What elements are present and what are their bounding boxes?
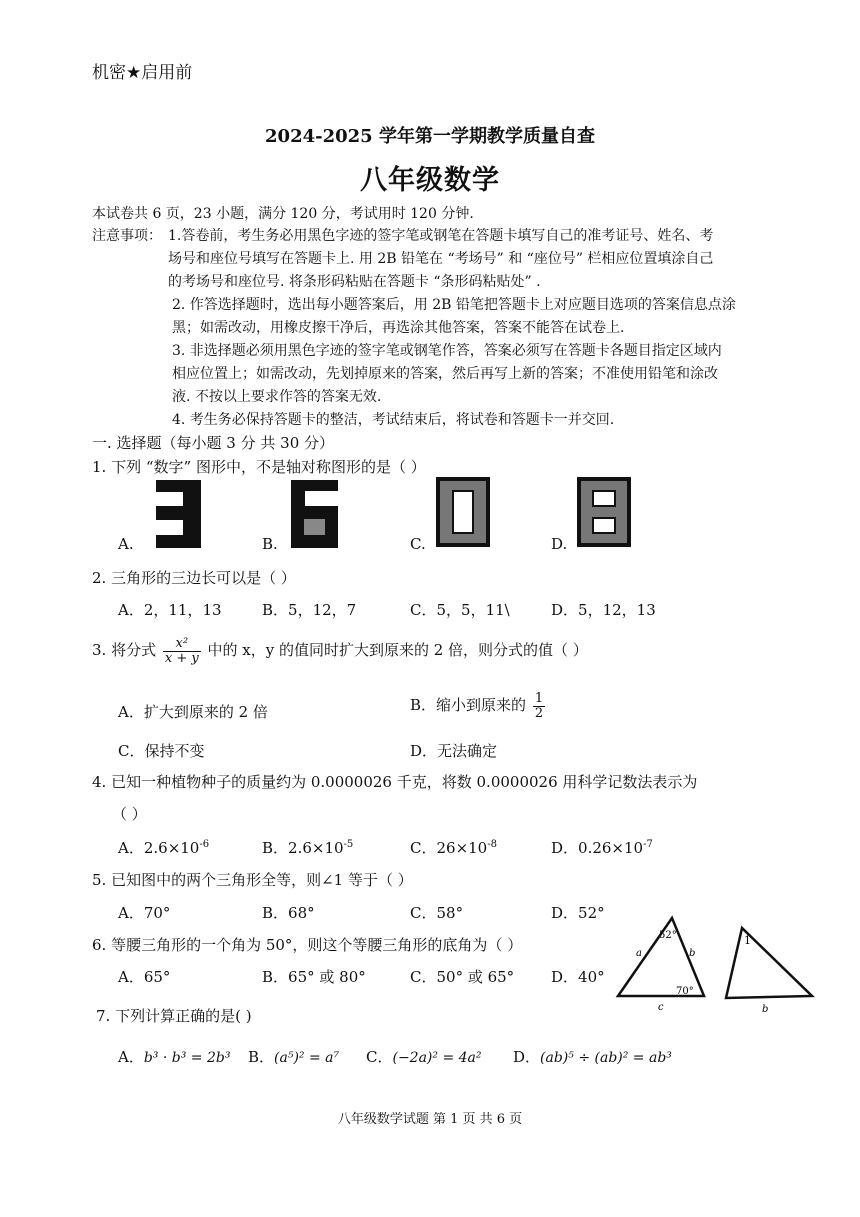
q4-option-c	[410, 837, 497, 858]
section-title: 一. 选择题（每小题 3 分 共 30 分）	[92, 434, 335, 452]
option-text: A．2.6×10	[118, 839, 200, 857]
q7-option-c	[366, 1046, 482, 1067]
q1-option-d-label: D.	[551, 535, 568, 553]
q3-option-b-fraction	[533, 692, 545, 720]
option-label: C．	[366, 1048, 393, 1066]
tri2-side-b: b	[762, 1004, 769, 1015]
q4-paren: （ ）	[112, 805, 147, 823]
congruent-triangles-figure	[612, 912, 822, 1016]
q4-option-d	[551, 837, 653, 858]
exam-title: 2024-2025 学年第一学期教学质量自查	[265, 126, 595, 147]
q2-option-c: C．5，5，11\	[410, 601, 510, 619]
digit-3-figure	[156, 480, 201, 548]
exponent: -5	[343, 839, 354, 850]
question-3-stem	[92, 637, 588, 665]
q3-option-b	[410, 692, 547, 720]
q5-option-b: B．68°	[262, 904, 315, 922]
tri1-side-b: b	[689, 948, 696, 959]
q2-option-b: B．5，12，7	[262, 601, 357, 619]
fraction-numerator: 1	[534, 691, 544, 706]
exponent: -8	[487, 839, 497, 850]
q7-option-d	[513, 1046, 672, 1067]
tri1-side-a: a	[636, 948, 642, 959]
note-line: 4. 考生务必保持答题卡的整洁，考试结束后，将试卷和答题卡一并交回.	[172, 412, 615, 428]
option-expression: b³ · b³ = 2b³	[143, 1050, 231, 1066]
tri2-angle-1: 1	[744, 934, 751, 947]
q3-option-a: A．扩大到原来的 2 倍	[118, 703, 268, 721]
q3-fraction	[163, 637, 201, 665]
q1-option-a-label: A.	[118, 535, 134, 553]
note-line: 的考场号和座位号. 将条形码粘贴在答题卡 “条形码粘贴处” .	[168, 274, 541, 290]
digit-6-figure	[291, 480, 338, 548]
q5-option-d: D．52°	[551, 904, 605, 922]
q5-option-c: C．58°	[410, 904, 464, 922]
q3-option-b-text: B．缩小到原来的	[410, 696, 527, 715]
q1-option-c-label: C.	[410, 535, 426, 553]
q6-option-b: B．65° 或 80°	[262, 968, 366, 986]
q2-option-d: D．5，12，13	[551, 601, 656, 619]
note-line: 场号和座位号填写在答题卡上. 用 2B 铅笔在 “考场号” 和 “座位号” 栏相应位置填涂自己	[168, 251, 714, 267]
q6-option-c: C．50° 或 65°	[410, 968, 515, 986]
note-line: 1.答卷前，考生务必用黑色字迹的签字笔或钢笔在答题卡填写自己的准考证号、姓名、考	[168, 228, 714, 244]
question-7-stem: 7. 下列计算正确的是( )	[96, 1007, 252, 1025]
confidential-mark: 机密★启用前	[92, 63, 193, 83]
subject-title: 八年级数学	[360, 165, 500, 196]
tri1-side-c: c	[658, 1002, 664, 1013]
q6-option-d: D．40°	[551, 968, 605, 986]
q4-option-a	[118, 837, 209, 858]
option-expression: (ab)⁵ ÷ (ab)² = ab³	[540, 1050, 672, 1066]
question-6-stem: 6. 等腰三角形的一个角为 50°，则这个等腰三角形的底角为（ ）	[92, 936, 523, 954]
option-expression: (a⁵)² = a⁷	[274, 1050, 340, 1066]
page-footer: 八年级数学试题 第 1 页 共 6 页	[337, 1112, 523, 1127]
note-line: 黑；如需改动，用橡皮擦干净后，再选涂其他答案，答案不能答在试卷上.	[172, 320, 625, 336]
q5-option-a: A．70°	[118, 904, 171, 922]
q1-option-b-label: B.	[262, 535, 278, 553]
tri1-angle-top: 52°	[659, 930, 677, 941]
triangle-2	[726, 928, 812, 998]
q3-stem-after: 中的 x，y 的值同时扩大到原来的 2 倍，则分式的值（ ）	[207, 641, 588, 660]
question-1-stem: 1. 下列 “数字” 图形中，不是轴对称图形的是（ ）	[92, 458, 426, 476]
option-label: B．	[248, 1048, 275, 1066]
option-text: C．26×10	[410, 839, 488, 857]
q3-option-d: D．无法确定	[410, 742, 498, 760]
question-5-stem: 5. 已知图中的两个三角形全等，则∠1 等于（ ）	[92, 871, 413, 889]
note-line: 相应位置上；如需改动，先划掉原来的答案，然后再写上新的答案；不准使用铅笔和涂改	[172, 366, 718, 382]
q3-fraction-numerator: x²	[163, 637, 201, 652]
note-line: 2. 作答选择题时，选出每小题答案后，用 2B 铅笔把答题卡上对应题目选项的答案信息点涂	[172, 297, 736, 313]
tri1-angle-right: 70°	[676, 986, 694, 997]
exponent: -6	[199, 839, 210, 850]
option-label: D．	[513, 1048, 541, 1066]
q2-option-a: A．2，11，13	[118, 601, 222, 619]
option-text: B．2.6×10	[262, 839, 344, 857]
notes-label: 注意事项：	[92, 228, 162, 244]
q3-option-c: C．保持不变	[118, 742, 205, 760]
option-text: D．0.26×10	[551, 839, 644, 857]
fraction-denominator: 2	[534, 705, 544, 721]
exam-info: 本试卷共 6 页，23 小题，满分 120 分，考试用时 120 分钟.	[92, 206, 474, 222]
option-label: A．	[118, 1048, 144, 1066]
question-2-stem: 2. 三角形的三边长可以是（ ）	[92, 569, 296, 587]
option-expression: (−2a)² = 4a²	[392, 1050, 482, 1066]
q7-option-b	[248, 1046, 339, 1067]
note-line: 液. 不按以上要求作答的答案无效.	[172, 389, 382, 405]
q7-option-a	[118, 1046, 230, 1067]
q3-stem-before: 3. 将分式	[92, 641, 157, 660]
question-4-stem: 4. 已知一种植物种子的质量约为 0.0000026 千克，将数 0.0000026 用科学记数法表示为	[92, 773, 698, 791]
note-line: 3. 非选择题必须用黑色字迹的签字笔或钢笔作答，答案必须写在答题卡各题目指定区域内	[172, 343, 722, 359]
exponent: -7	[643, 839, 653, 850]
digit-0-figure	[436, 477, 490, 547]
digit-8-figure	[577, 477, 631, 547]
q4-option-b	[262, 837, 353, 858]
q6-option-a: A．65°	[118, 968, 171, 986]
q3-fraction-denominator: x + y	[164, 650, 199, 666]
